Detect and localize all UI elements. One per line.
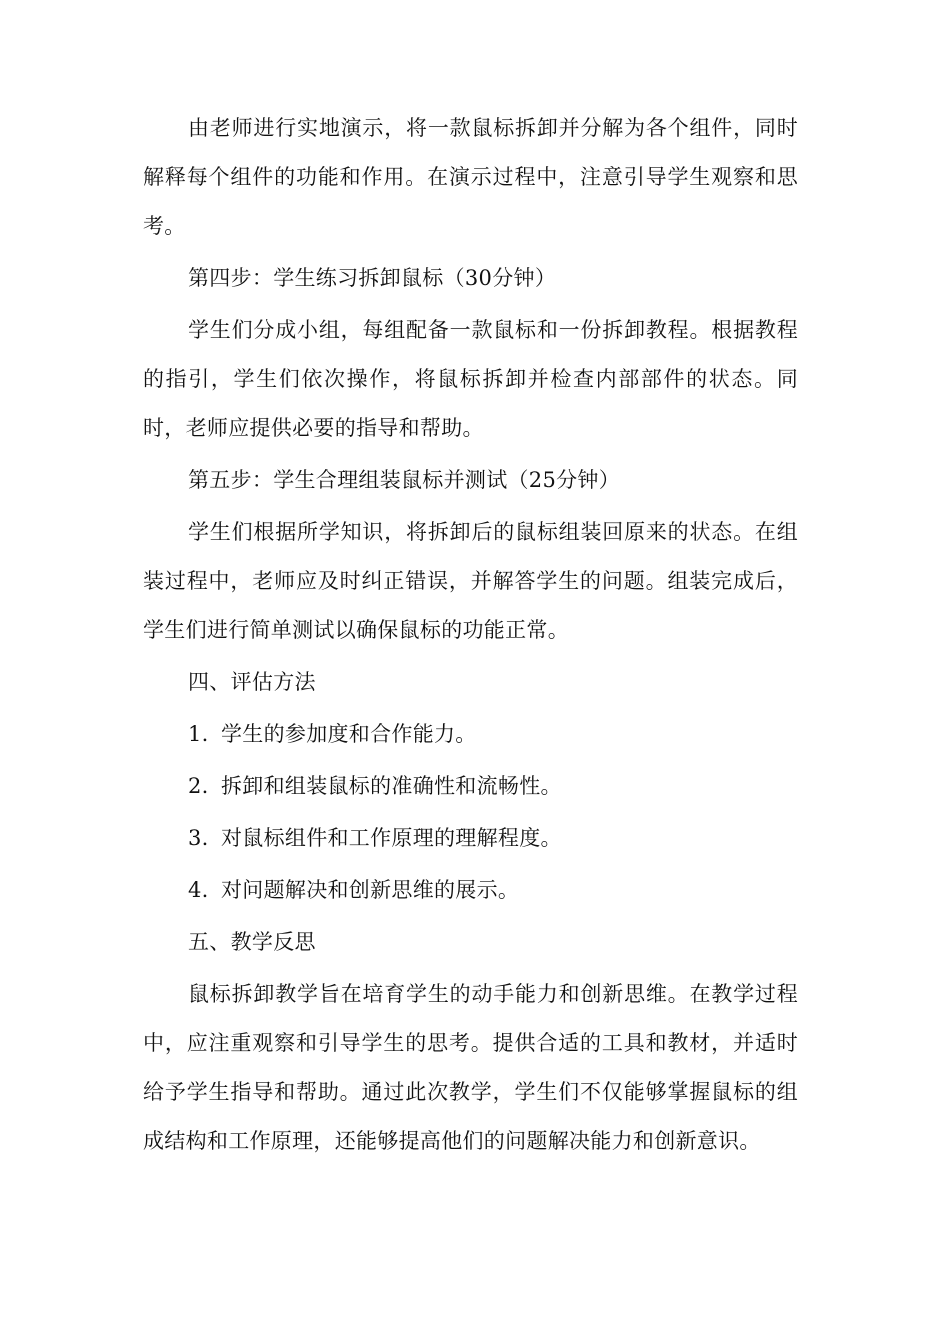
evaluation-item-4 xyxy=(143,866,798,915)
list-text: 拆卸和组装鼠标的准确性和流畅性。 xyxy=(221,774,562,798)
list-number: 3. xyxy=(188,826,209,850)
evaluation-item-3 xyxy=(143,814,798,863)
list-text: 学生的参加度和合作能力。 xyxy=(221,722,477,746)
evaluation-item-2 xyxy=(143,762,798,811)
step-four-heading: 第四步：学生练习拆卸鼠标（30分钟） xyxy=(188,266,557,290)
reflection-heading: 五、教学反思 xyxy=(188,930,316,954)
list-number: 1. xyxy=(188,722,209,746)
list-number: 2. xyxy=(188,774,209,798)
reflection-paragraph: 鼠标拆卸教学旨在培育学生的动手能力和创新思维。在教学过程中，应注重观察和引导学生的思考。提供合适的工具和教材，并适时给予学生指导和帮助。通过此次教学，学生们不仅能够掌握鼠标的组成结构和工作原理，还能够提高他们的问题解决能力和创新意识。 xyxy=(143,982,798,1153)
document-body xyxy=(143,104,798,1166)
step-four-paragraph: 学生们分成小组，每组配备一款鼠标和一份拆卸教程。根据教程的指引，学生们依次操作，将鼠标拆卸并检查内部部件的状态。同时，老师应提供必要的指导和帮助。 xyxy=(143,318,798,440)
step-five-paragraph: 学生们根据所学知识，将拆卸后的鼠标组装回原来的状态。在组装过程中，老师应及时纠正错误，并解答学生的问题。组装完成后，学生们进行简单测试以确保鼠标的功能正常。 xyxy=(143,520,798,642)
step-five-heading: 第五步：学生合理组装鼠标并测试（25分钟） xyxy=(188,468,621,492)
demo-paragraph: 由老师进行实地演示，将一款鼠标拆卸并分解为各个组件，同时解释每个组件的功能和作用。在演示过程中，注意引导学生观察和思考。 xyxy=(143,116,798,238)
list-text: 对问题解决和创新思维的展示。 xyxy=(221,878,520,902)
list-text: 对鼠标组件和工作原理的理解程度。 xyxy=(221,826,562,850)
evaluation-heading: 四、评估方法 xyxy=(188,670,316,694)
list-number: 4. xyxy=(188,878,209,902)
evaluation-item-1 xyxy=(143,710,798,759)
